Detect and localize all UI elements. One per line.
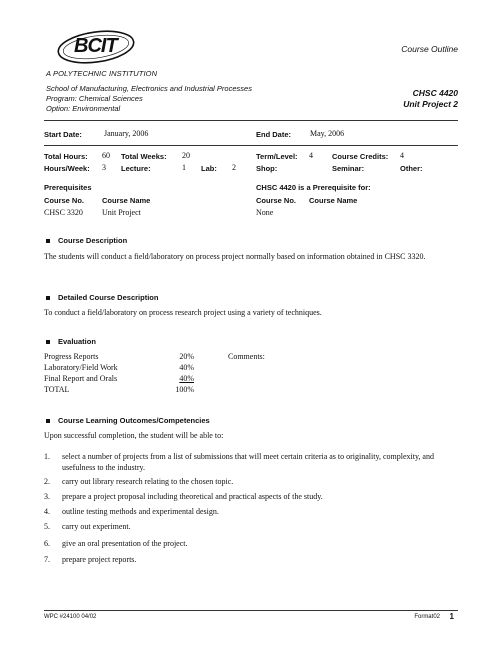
outcomes-intro: Upon successful completion, the student will be able to: <box>44 431 224 440</box>
other-label: Other: <box>400 164 423 173</box>
square-bullet-icon <box>46 296 50 300</box>
course-credits-value: 4 <box>400 151 404 160</box>
section-title: Detailed Course Description <box>58 293 159 302</box>
prereq-course-name: Unit Project <box>102 208 141 217</box>
end-date-label: End Date: <box>256 130 292 139</box>
form-code: Format02 <box>414 614 440 620</box>
outcome-text: select a number of projects from a list of submissions that will meet certain criteria as to originality, complexity, and usefulness to the industry. <box>62 452 434 472</box>
total-hours-label: Total Hours: <box>44 152 88 161</box>
logo-wordmark: BCIT <box>74 35 117 57</box>
section-title: Course Description <box>58 236 128 245</box>
outcome-text: prepare a project proposal including theoretical and practical aspects of the study. <box>62 492 323 501</box>
total-hours-value: 60 <box>102 151 110 160</box>
hours-week-value: 3 <box>102 163 106 172</box>
evaluation-item: Laboratory/Field Work <box>44 363 118 372</box>
outcome-text: outline testing methods and experimental design. <box>62 507 219 516</box>
divider <box>44 145 458 146</box>
evaluation-heading <box>46 337 96 346</box>
course-description-text: The students will conduct a field/laboratory on process project normally based on information obtained in CHSC 3320. <box>44 252 426 261</box>
document-type: Course Outline <box>401 44 458 54</box>
square-bullet-icon <box>46 340 50 344</box>
square-bullet-icon <box>46 419 50 423</box>
evaluation-row <box>44 374 194 384</box>
is-prereq-course-no-header: Course No. <box>256 196 297 205</box>
section-title: Evaluation <box>58 337 96 346</box>
term-level-value: 4 <box>309 151 313 160</box>
prerequisites-heading: Prerequisites <box>44 183 92 192</box>
section-title: Course Learning Outcomes/Competencies <box>58 416 210 425</box>
outcome-number: 2. <box>44 477 50 486</box>
start-date-label: Start Date: <box>44 130 82 139</box>
school-info <box>46 84 252 114</box>
is-prereq-course-name-header: Course Name <box>309 196 358 205</box>
lecture-value: 1 <box>182 163 186 172</box>
shop-label: Shop: <box>256 164 278 173</box>
is-prerequisite-heading: CHSC 4420 is a Prerequisite for: <box>256 183 371 192</box>
prereq-course-name-header: Course Name <box>102 196 151 205</box>
evaluation-item: Final Report and Orals <box>44 374 118 383</box>
outcome-number: 7. <box>44 555 50 564</box>
tagline: A POLYTECHNIC INSTITUTION <box>46 69 158 78</box>
outcome-text: carry out experiment. <box>62 522 131 531</box>
hours-week-label: Hours/Week: <box>44 164 90 173</box>
seminar-label: Seminar: <box>332 164 365 173</box>
end-date-value: May, 2006 <box>310 129 345 138</box>
prereq-course-no: CHSC 3320 <box>44 208 83 217</box>
term-level-label: Term/Level: <box>256 152 298 161</box>
start-date-value: January, 2006 <box>104 129 149 138</box>
evaluation-row <box>44 363 194 373</box>
course-title: Unit Project 2 <box>403 98 458 109</box>
course-code: CHSC 4420 <box>412 88 458 98</box>
evaluation-percent: 40% <box>179 374 194 383</box>
total-weeks-value: 20 <box>182 151 190 160</box>
outcome-number: 1. <box>44 452 50 461</box>
outcome-number: 6. <box>44 539 50 548</box>
evaluation-percent: 40% <box>179 363 194 372</box>
page-number: 1 <box>449 612 454 621</box>
evaluation-item: Progress Reports <box>44 352 99 361</box>
outcome-number: 3. <box>44 492 50 501</box>
outcome-text: give an oral presentation of the project. <box>62 539 188 548</box>
outcome-number: 4. <box>44 507 50 516</box>
outcome-text: carry out library research relating to the chosen topic. <box>62 477 234 486</box>
outcome-text: prepare project reports. <box>62 555 137 564</box>
square-bullet-icon <box>46 239 50 243</box>
outcome-number: 5. <box>44 522 50 531</box>
evaluation-percent: 20% <box>179 352 194 361</box>
total-weeks-label: Total Weeks: <box>121 152 167 161</box>
detailed-description-heading <box>46 293 158 302</box>
divider <box>44 120 458 121</box>
bcit-logo <box>56 28 142 66</box>
course-description-heading <box>46 236 127 245</box>
program-name: Program: Chemical Sciences <box>46 94 143 103</box>
course-credits-label: Course Credits: <box>332 152 389 161</box>
lecture-label: Lecture: <box>121 164 151 173</box>
form-id: WPC #24100 04/02 <box>44 614 97 620</box>
comments-label: Comments: <box>228 352 265 361</box>
prereq-course-no-header: Course No. <box>44 196 85 205</box>
school-name: School of Manufacturing, Electronics and Industrial Processes <box>46 84 252 93</box>
course-id-block <box>403 88 458 109</box>
detailed-description-text: To conduct a field/laboratory on process research project using a variety of techniques. <box>44 308 322 317</box>
lab-value: 2 <box>232 163 236 172</box>
evaluation-total-label: TOTAL <box>44 385 70 394</box>
evaluation-total-row <box>44 385 194 395</box>
lab-label: Lab: <box>201 164 217 173</box>
option-name: Option: Environmental <box>46 104 121 113</box>
footer-divider <box>44 610 458 611</box>
is-prereq-value: None <box>256 208 274 217</box>
learning-outcomes-heading <box>46 416 210 425</box>
evaluation-total-percent: 100% <box>175 385 194 394</box>
evaluation-row <box>44 352 194 362</box>
